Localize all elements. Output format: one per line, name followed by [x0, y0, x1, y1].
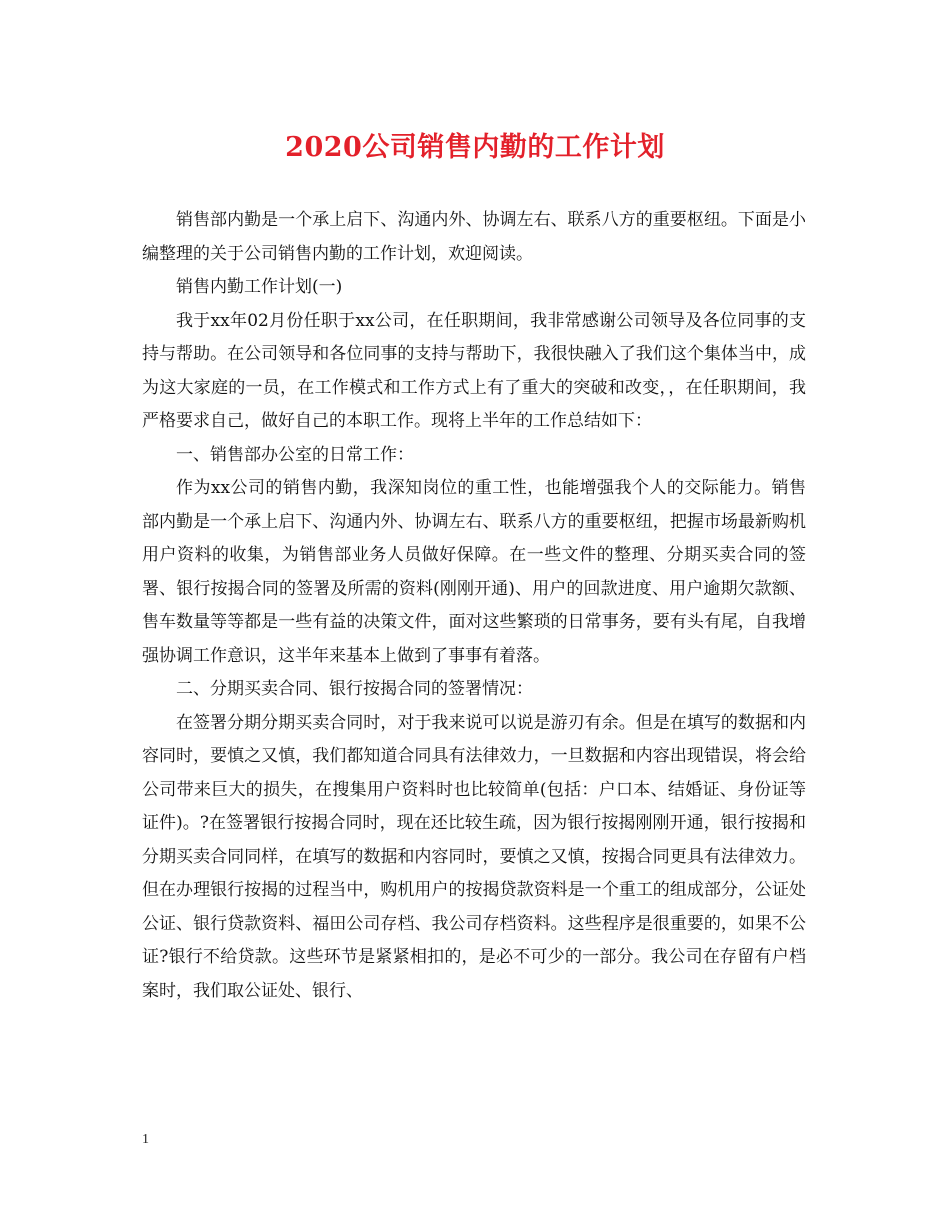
paragraph-contracts: 在签署分期分期买卖合同时，对于我来说可以说是游刃有余。但是在填写的数据和内容同时，要慎之又慎，我们都知道合同具有法律效力，一旦数据和内容出现错误，将会给公司带来巨大的损失，在搜集用户资料时也比较简单(包括：户口本、结婚证、身份证等证件)。?在签署银行按揭合同时，现在还比较生疏，因为银行按揭刚刚开通，银行按揭和分期买卖合同同样，在填写的数据和内容同时，要慎之又慎，按揭合同更具有法律效力。但在办理银行按揭的过程当中，购机用户的按揭贷款资料是一个重工的组成部分，公证处公证、银行贷款资料、福田公司存档、我公司存档资料。这些程序是很重要的，如果不公证?银行不给贷款。这些环节是紧紧相扣的，是必不可少的一部分。我公司在存留有户档案时，我们取公证处、银行、	[142, 712, 806, 1001]
paragraph-employment: 我于xx年02月份任职于xx公司，在任职期间，我非常感谢公司领导及各位同事的支持与帮助。在公司领导和各位同事的支持与帮助下，我很快融入了我们这个集体当中，成为这大家庭的一员，在工作模式和工作方式上有了重大的突破和改变，，在任职期间，我严格要求自己，做好自己的本职工作。现将上半年的工作总结如下：	[142, 310, 806, 431]
document-title: 2020公司销售内勤的工作计划	[285, 132, 665, 163]
paragraph-daily-work: 作为xx公司的销售内勤，我深知岗位的重工性，也能增强我个人的交际能力。销售部内勤是一个承上启下、沟通内外、协调左右、联系八方的重要枢纽，把握市场最新购机用户资料的收集，为销售部业务人员做好保障。在一些文件的整理、分期买卖合同的签署、银行按揭合同的签署及所需的资料(刚刚开通)、用户的回款进度、用户逾期欠款额、售车数量等等都是一些有益的决策文件，面对这些繁琐的日常事务，要有头有尾，自我增强协调工作意识，这半年来基本上做到了事事有着落。	[142, 478, 806, 666]
document-body	[142, 204, 806, 1008]
page-number: 1	[142, 1132, 149, 1147]
section-heading-contracts: 二、分期买卖合同、银行按揭合同的签署情况：	[176, 679, 533, 699]
paragraph-intro: 销售部内勤是一个承上启下、沟通内外、协调左右、联系八方的重要枢纽。下面是小编整理的关于公司销售内勤的工作计划，欢迎阅读。	[142, 210, 806, 264]
section-heading-daily-work: 一、销售部办公室的日常工作：	[176, 444, 414, 465]
section-heading-plan-1: 销售内勤工作计划(一)	[176, 277, 343, 297]
